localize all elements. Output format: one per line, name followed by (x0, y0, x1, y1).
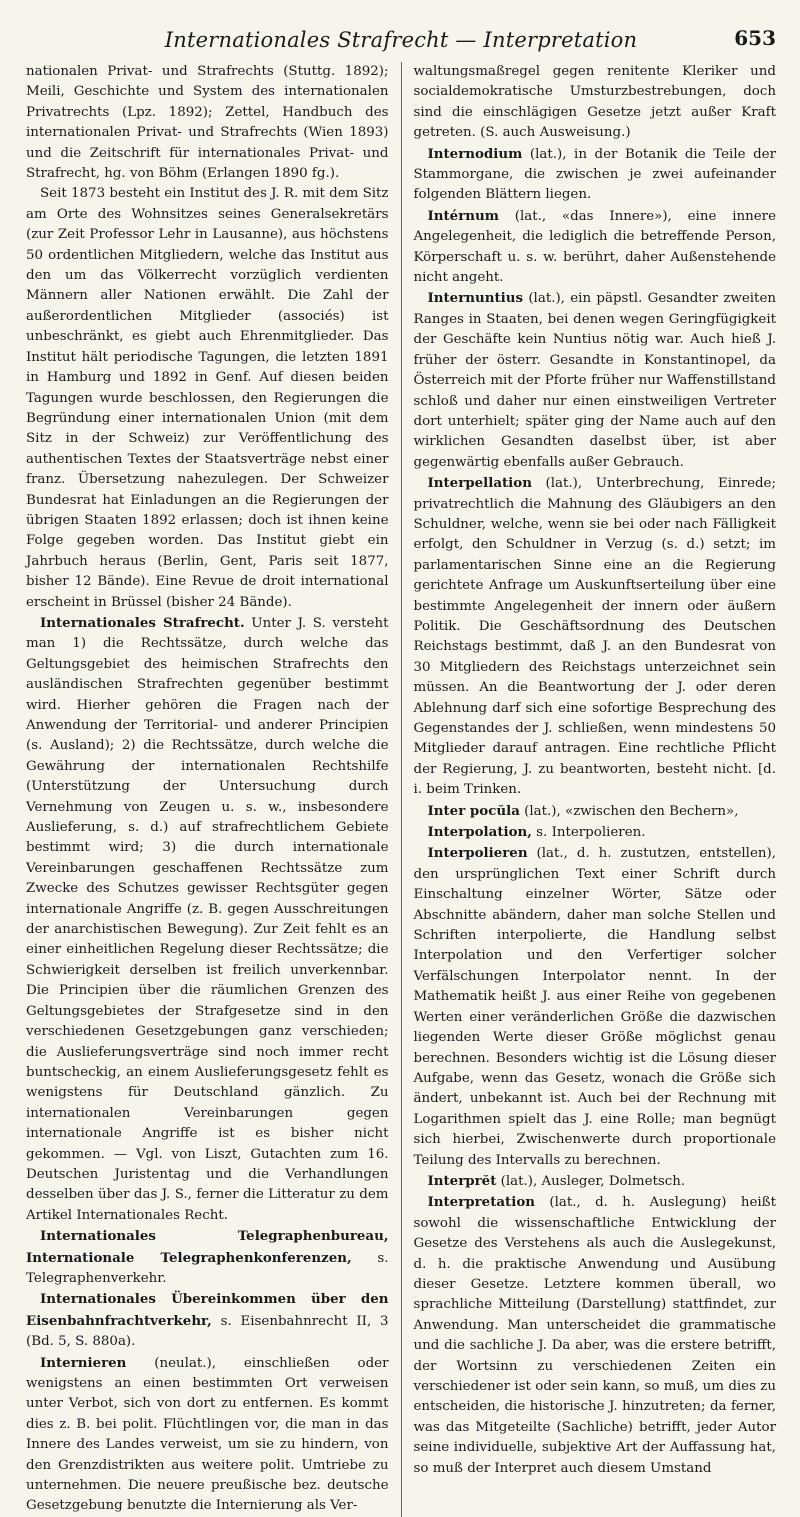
entry-text: (lat., d. h. zustutzen, entstellen), den ursprünglichen Text einer Schrift durch Einschaltung einzelner Wörter, Sätze oder Abschnitte abändern, daher man solche Stellen und Schriften interpolierte, die Handlung selbst Interpolation und den Verfertiger solcher Verfälschungen Interpolator nennt. In der Mathematik heißt J. aus einer Reihe von gegebenen Werten einer veränderlichen Größe die dazwischen liegenden Werte dieser Größe möglichst genau berechnen. Besonders wichtig ist die Lösung dieser Aufgabe, wenn das Gesetz, wonach die Größe sich ändert, unbekannt ist. Auch bei der Rechnung mit Logarithmen spielt das J. eine Rolle; man begnügt sich hierbei, Zwischenwerte durch proportionale Teilung des Intervalls zu berechnen. (413, 846, 776, 1168)
entry-text: Unter J. S. versteht man 1) die Rechtssätze, durch welche das Geltungsgebiet des heimischen Strafrechts den ausländischen Strafrechten gegenüber bestimmt wird. Hierher gehören die Fragen nach der Anwendung der Territorial- und anderer Principien (s. Ausland); 2) die Rechtssätze, durch welche die Gewährung der internationalen Rechtshilfe (Unterstützung der Untersuchung durch Vernehmung von Zeugen u. s. w., insbesondere Auslieferung, s. d.) auf strafrechtlichem Gebiete bestimmt wird; 3) die durch internationale Vereinbarungen geschaffenen Rechtssätze zum Zwecke des Schutzes gewisser Rechtsgüter gegen internationale Angriffe (z. B. gegen Ausschreitungen der anarchistischen Bewegung). Zur Zeit fehlt es an einer einheitlichen Regelung dieser Rechtssätze; die Schwierigkeit derselben ist freilich unverkennbar. Die Principien über die räumlichen Grenzen des Geltungsgebietes der Strafgesetze sind in den verschiedenen Gesetzgebungen ganz verschieden; die Auslieferungsverträge sind noch immer recht buntscheckig, an einem Auslieferungsgesetz fehlt es wenigstens für Deutschland gänzlich. Zu internationalen Vereinbarungen gegen internationale Angriffe ist es bisher nicht gekommen. — Vgl. von Liszt, Gutachten zum 16. Deutschen Juristentag und die Verhandlungen desselben über das J. S., ferner die Litteratur zu dem Artikel Internationales Recht. (26, 615, 389, 1223)
entry-headword: Inter pocŭla (427, 802, 520, 819)
entry-interpolieren (414, 843, 777, 1171)
entry-headword: Internationales Übereinkommen über den Eisenbahnfrachtverkehr, (26, 1291, 389, 1329)
entry-text: (lat., d. h. Auslegung) heißt sowohl die wissenschaftliche Entwicklung der Gesetze des Verstehens als auch die Auslegekunst, d. h. die praktische Anwendung und Ausübung dieser Gesetze. Letztere kommen überall, wo sprachliche Mitteilung (Darstellung) stattfindet, zur Anwendung. Man unterscheidet die grammatische und die sachliche J. Da aber, was die erstere betrifft, der Wortsinn zu verschiedenen Zeiten ein verschiedener ist oder sein kann, so muß, um dies zu entscheiden, die historische J. hinzutreten; da ferner, was das Mitgeteilte (Sachliche) betrifft, jeder Autor seine individuelle, subjektive Art der Auffassung hat, so muß der Interpret auch diesem Umstand (413, 1195, 776, 1476)
text-columns (26, 62, 776, 1517)
entry-headword: Internationales Strafrecht. (40, 614, 245, 631)
entry-interpolation (414, 822, 777, 843)
entry-internuntius (414, 288, 777, 473)
entry-headword: Internuntius (427, 290, 524, 307)
entry-continuation (26, 62, 389, 184)
paragraph-text: nationalen Privat- und Strafrechts (Stuttg. 1892); Meili, Geschichte und System des internationalen Privatrechts (Lpz. 1892); Zettel, Handbuch des internationalen Privat- und Strafrechts (Wien 1893) und die Zeitschrift für internationales Privat- und Strafrecht, hg. von Böhm (Erlangen 1890 fg.). (26, 64, 389, 182)
running-title: Internationales Strafrecht — Interpretation (164, 28, 638, 52)
entry-headword: Intérnum (427, 207, 499, 224)
entry-headword: Interpolieren (427, 845, 528, 862)
entry-interpellation (414, 473, 777, 801)
entry-text: (lat.), Unterbrechung, Einrede; privatrechtlich die Mahnung des Gläubigers an den Schuldner, welche, wenn sie bei oder nach Fälligkeit erfolgt, den Schuldner in Verzug (s. d.) setzt; im parlamentarischen Sinne eine an die Regierung gerichtete Anfrage um Auskunftserteilung über eine bestimmte Angelegenheit der innern oder äußern Politik. Die Geschäftsordnung des Deutschen Reichstags bestimmt, daß J. an den Bundesrat von 30 Mitgliedern des Reichstags unterzeichnet sein müssen. An die Beantwortung der J. oder deren Ablehnung darf sich eine sofortige Besprechung des Gegenstandes der J. schließen, wenn mindestens 50 Mitglieder darauf antragen. Eine rechtliche Pflicht der Regierung, J. zu beantworten, besteht nicht. [d. i. beim Trinken. (413, 476, 776, 798)
entry-text: (lat.), ein päpstl. Gesandter zweiten Ranges in Staaten, bei denen wegen Geringfügigkeit der Geschäfte kein Nuntius nötig war. Auch hieß J. früher der österr. Gesandte in Konstantinopel, da Österreich mit der Pforte früher nur Waffenstillstand schloß und daher nur einen einstweiligen Vertreter dort unterhielt; später ging der Name auch auf den wirklichen Gesandten daselbst über, ist aber gegenwärtig ebenfalls außer Gebrauch. (413, 291, 776, 470)
entry-text: s. Eisenbahnrecht II, 3 (Bd. 5, S. 880a). (26, 1313, 389, 1350)
entry-continuation (414, 62, 777, 144)
entry-text: (lat., «das Innere»), eine innere Angelegenheit, die lediglich die betreffende Person, Körperschaft u. s. w. berührt, daher Außenstehende nicht angeht. (413, 208, 776, 286)
entry-internationales-strafrecht (26, 613, 389, 1226)
entry-headword: Internationales Telegraphenbureau, Internationale Telegraphenkonferenzen, (26, 1228, 389, 1266)
entry-text: (lat.), «zwischen den Bechern», (519, 803, 739, 819)
entry-interpretation (414, 1192, 777, 1479)
paragraph-text: waltungsmaßregel gegen renitente Kleriker und socialdemokratische Umsturzbestrebungen, doch sind die einschlägigen Gesetze jetzt außer Kraft getreten. (S. auch Ausweisung.) (413, 64, 776, 141)
entry-uebereinkommen (26, 1289, 389, 1352)
entry-headword: Interprĕt (427, 1172, 497, 1189)
entry-headword: Interpretation (427, 1194, 535, 1211)
page-number: 653 (734, 26, 776, 50)
entry-headword: Interpellation (427, 475, 532, 492)
paragraph (26, 184, 389, 613)
right-column (401, 62, 777, 1517)
entry-internieren (26, 1353, 389, 1517)
entry-text: (lat.), in der Botanik die Teile der Stammorgane, die zwischen je zwei aufeinander folgenden Blättern liegen. (413, 146, 776, 203)
entry-internodium (414, 144, 777, 206)
entry-text: s. Interpolieren. (531, 825, 646, 841)
entry-inter-pocula (414, 801, 777, 822)
entry-headword: Interpolation, (427, 824, 532, 841)
paragraph-text: Seit 1873 besteht ein Institut des J. R. mit dem Sitz am Orte des Wohnsitzes seines Generalsekretärs (zur Zeit Professor Lehr in Lausanne), aus höchstens 50 ordentlichen Mitgliedern, welche das Institut aus den um das Völkerrecht vorzüglich verdienten Männern aller Nationen erwählt. Die Zahl der außerordentlichen Mitglieder (associés) ist unbeschränkt, es giebt auch Ehrenmitglieder. Das Institut hält periodische Tagungen, die letzten 1891 in Hamburg und 1892 in Genf. Auf diesen beiden Tagungen wurde beschlossen, den Regierungen die Begründung einer internationalen Union (mit dem Sitz in der Schweiz) zur Veröffentlichung des authentischen Textes der Staatsverträge nebst einer franz. Übersetzung nahezulegen. Der Schweizer Bundesrat hat Einladungen an die Regierungen der übrigen Staaten 1892 erlassen; doch ist ihnen keine Folge gegeben worden. Das Institut giebt ein Jahrbuch heraus (Berlin, Gent, Paris seit 1877, bisher 12 Bände). Eine Revue de droit international erscheint in Brüssel (bisher 24 Bände). (26, 186, 389, 610)
left-column (26, 62, 401, 1517)
entry-headword: Internodium (427, 145, 523, 162)
entry-text: s. Telegraphenverkehr. (26, 1250, 389, 1286)
entry-internum (414, 206, 777, 289)
entry-telegraphenbureau (26, 1226, 389, 1289)
entry-text: (neulat.), einschließen oder wenigstens an einen bestimmten Ort verweisen unter Verbot, sich von dort zu entfernen. Es kommt dies z. B. bei polit. Flüchtlingen vor, die man in das Innere des Landes verweist, um sie zu hindern, von den Grenzdistrikten aus weitere polit. Umtriebe zu unternehmen. Die neuere preußische bez. deutsche Gesetzgebung benutzte die Internierung als Ver- (26, 1355, 389, 1514)
entry-interpret (414, 1171, 777, 1192)
entry-text: (lat.), Ausleger, Dolmetsch. (496, 1173, 686, 1189)
entry-headword: Internieren (40, 1354, 127, 1371)
page-header (26, 14, 776, 52)
